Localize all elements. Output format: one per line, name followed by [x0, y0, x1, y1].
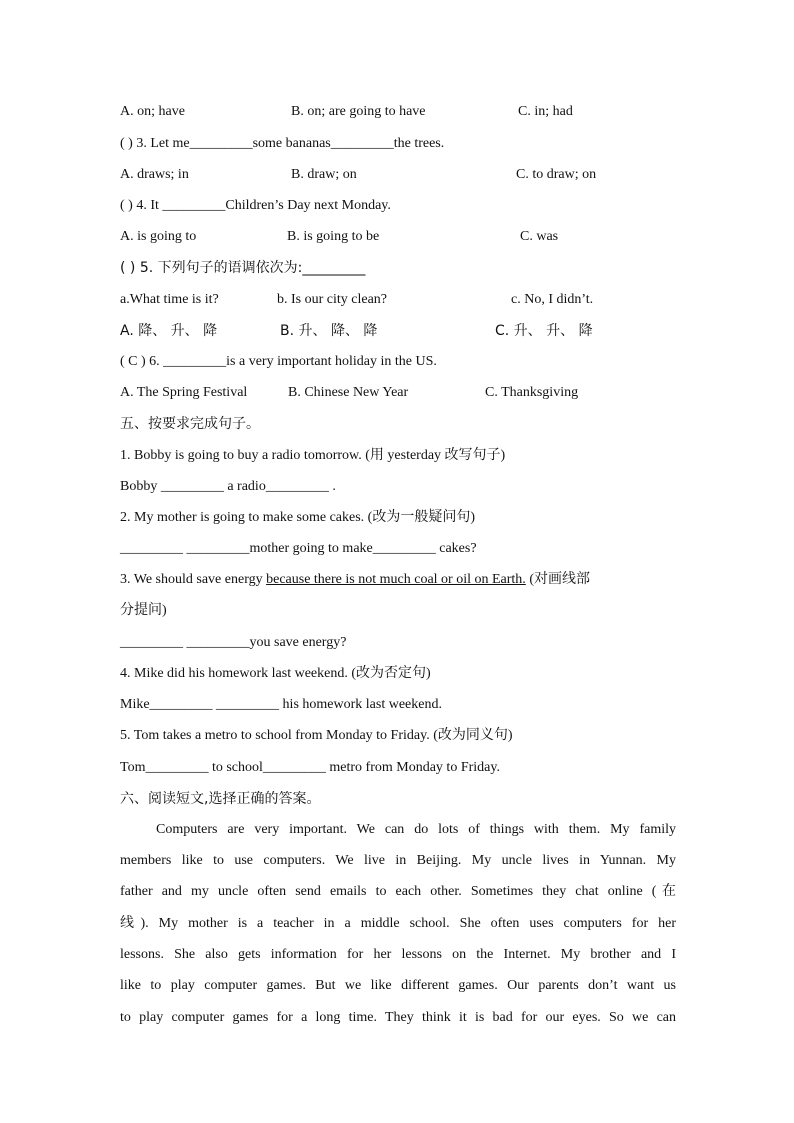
option-c: C. Thanksgiving — [485, 385, 579, 400]
sentence-c: c. No, I didn’t. — [511, 292, 594, 307]
option-a: A. on; have — [120, 104, 185, 119]
section-six-title: 六、阅读短文,选择正确的答案。 — [120, 791, 321, 807]
passage-line: to play computer games for a long time. They think it is bad for our eyes. So we can — [120, 1010, 676, 1025]
option-b: B. is going to be — [287, 229, 380, 244]
passage-line: 线). My mother is a teacher in a middle school. She often uses computers for her — [120, 916, 676, 931]
option-a: A. 降、 升、 降 — [120, 323, 218, 339]
option-a: A. The Spring Festival — [120, 385, 248, 400]
s5-item2-answer: _________ _________mother going to make_________ cakes? — [120, 541, 477, 556]
option-c: C. to draw; on — [516, 167, 597, 182]
q2-options — [120, 102, 676, 122]
s5-item4-answer: Mike_________ _________ his homework last weekend. — [120, 697, 442, 712]
option-b: B. on; are going to have — [291, 104, 426, 119]
s5-item3-pre: 3. We should save energy — [120, 572, 267, 587]
s5-item3-underlined: because there is not much coal or oil on Earth. — [266, 572, 526, 587]
sentence-b: b. Is our city clean? — [277, 292, 388, 307]
option-b: B. draw; on — [291, 167, 357, 182]
q3-stem: ( ) 3. Let me_________some bananas_________the trees. — [120, 136, 445, 151]
option-b: B. Chinese New Year — [288, 385, 409, 400]
s5-item5-question: 5. Tom takes a metro to school from Monday to Friday. (改为同义句) — [120, 728, 513, 743]
section-five-title: 五、按要求完成句子。 — [120, 416, 260, 432]
q5-stem: ( ) 5. 下列句子的语调依次为:_________ — [120, 260, 366, 276]
passage-line: members like to use computers. We live in Beijing. My uncle lives in Yunnan. My — [120, 853, 676, 868]
passage-line: lessons. She also gets information for her lessons on the Internet. My brother and I — [120, 947, 676, 962]
s5-item3-question-cont: 分提问) — [120, 603, 167, 618]
option-a: A. is going to — [120, 229, 197, 244]
passage-line: father and my uncle often send emails to each other. Sometimes they chat online (在 — [120, 884, 676, 899]
s5-item3-question — [120, 570, 676, 590]
option-c: C. was — [520, 229, 559, 244]
q6-options — [120, 383, 676, 403]
s5-item2-question: 2. My mother is going to make some cakes. (改为一般疑问句) — [120, 510, 476, 525]
s5-item1-answer: Bobby _________ a radio_________ . — [120, 479, 336, 494]
q3-options — [120, 165, 676, 185]
q6-stem: ( C ) 6. _________is a very important holiday in the US. — [120, 354, 437, 369]
q4-options — [120, 227, 676, 247]
s5-item3-answer: _________ _________you save energy? — [120, 635, 347, 650]
option-a: A. draws; in — [120, 167, 189, 182]
s5-item3-post: (对画线部 — [525, 572, 590, 587]
passage-line: Computers are very important. We can do lots of things with them. My family — [156, 822, 676, 837]
q5-sentences — [120, 290, 676, 310]
s5-item5-answer: Tom_________ to school_________ metro from Monday to Friday. — [120, 760, 500, 775]
option-c: C. in; had — [518, 104, 573, 119]
option-c: C. 升、 升、 降 — [495, 323, 593, 339]
option-b: B. 升、 降、 降 — [280, 323, 378, 339]
q5-options — [120, 321, 676, 341]
s5-item4-question: 4. Mike did his homework last weekend. (改为否定句) — [120, 666, 431, 681]
passage-line: like to play computer games. But we like different games. Our parents don’t want us — [120, 978, 676, 993]
q4-stem: ( ) 4. It _________Children’s Day next Monday. — [120, 198, 391, 213]
sentence-a: a.What time is it? — [120, 292, 219, 307]
s5-item1-question: 1. Bobby is going to buy a radio tomorrow. (用 yesterday 改写句子) — [120, 448, 506, 463]
